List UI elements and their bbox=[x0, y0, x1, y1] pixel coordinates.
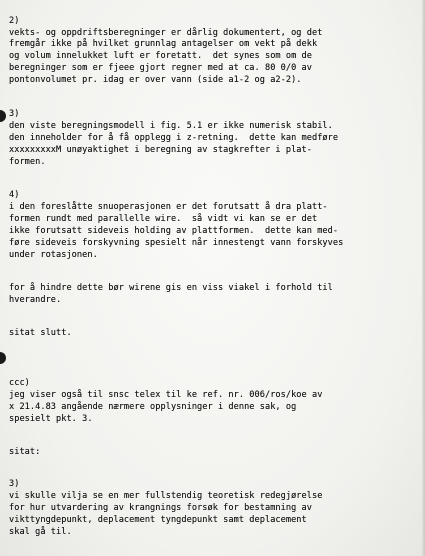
text-line: vi skulle vilja se en mer fullstendig teoretisk redegjørelse bbox=[9, 491, 323, 501]
text-line: sitat slutt. bbox=[9, 328, 72, 338]
text-line: under rotasjonen. bbox=[9, 250, 98, 260]
text-line: den viste beregningsmodell i fig. 5.1 er ikke numerisk stabil. bbox=[9, 121, 333, 131]
text-line: x 21.4.83 angående nærmere opplysninger i denne sak, og bbox=[9, 402, 297, 412]
section-number: 3) bbox=[9, 109, 20, 119]
text-line: fremgår ikke på hvilket grunnlag antagelser om vekt på dekk bbox=[9, 39, 318, 49]
text-line: spesielt pkt. 3. bbox=[9, 414, 93, 424]
text-line: skal gå til. bbox=[9, 527, 72, 537]
text-line: føre sideveis forskyvning spesielt når innestengt vann forskyves bbox=[9, 238, 344, 248]
text-line: hverandre. bbox=[9, 295, 62, 305]
text-line: sitat: bbox=[9, 447, 41, 457]
text-line: xxxxxxxxxM unøyaktighet i beregning av stagkrefter i plat- bbox=[9, 145, 312, 155]
text-line: formen. bbox=[9, 157, 46, 167]
section-number: 3) bbox=[9, 479, 20, 489]
text-line: i den foreslåtte snuoperasjonen er det forutsatt å dra platt- bbox=[9, 202, 328, 212]
punch-hole bbox=[0, 110, 6, 122]
text-line: beregninger som er fjeee gjort regner med at ca. 80 0/0 av bbox=[9, 63, 312, 73]
text-line: formen rundt med parallelle wire. så vidt vi kan se er det bbox=[9, 214, 318, 224]
section-number: 4) bbox=[9, 190, 20, 200]
text-line: vekts- og oppdriftsberegninger er dårlig dokumentert, og det bbox=[9, 28, 323, 38]
text-line: vikttyngdepunkt, deplacement tyngdepunkt samt deplacement bbox=[9, 515, 307, 525]
text-line: jeg viser også til snsc telex til ke ref. nr. 006/ros/koe av bbox=[9, 390, 323, 400]
section-number: 2) bbox=[9, 16, 20, 26]
text-line: for å hindre dette bør wirene gis en viss viakel i forhold til bbox=[9, 283, 333, 293]
text-line: pontonvolumet pr. idag er over vann (side a1-2 og a2-2). bbox=[9, 75, 302, 85]
text-line: og volum innelukket luft er foretatt. det synes som om de bbox=[9, 51, 312, 61]
text-line: den inneholder for å få opplegg i z-retning. dette kan medføre bbox=[9, 133, 339, 143]
punch-hole bbox=[0, 352, 6, 364]
text-line: for hur utvardering av krangnings forsøk for bestamning av bbox=[9, 503, 312, 513]
text-line: ikke forutsatt sideveis holding av plattformen. dette kan med- bbox=[9, 226, 339, 236]
section-number: ccc) bbox=[9, 378, 30, 388]
